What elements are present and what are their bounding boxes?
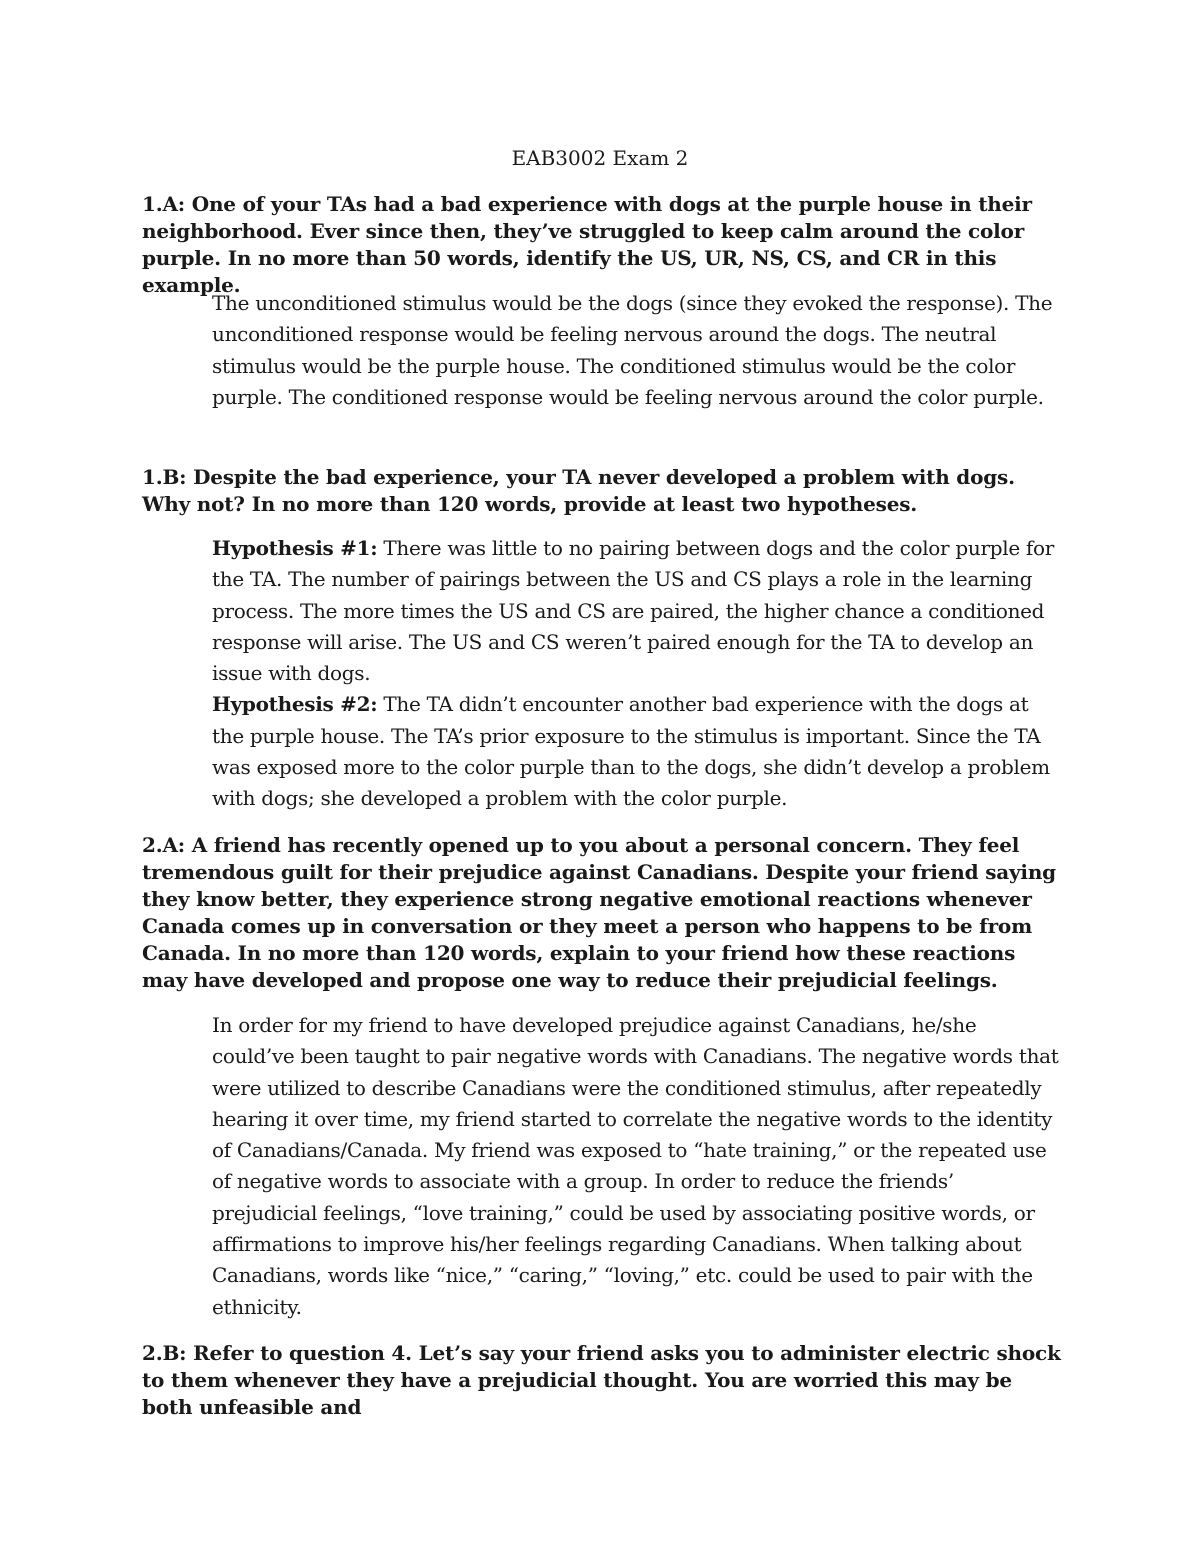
answer-2a-text: In order for my friend to have developed prejudice against Canadians, he/she could’ve been taught to pair negative words with Canadians. The negative words that were utilized to describe Canadians were the conditioned stimulus, after repeatedly hearing it over time, my friend started to correlate the negative words to the identity of Canadians/Canada. My friend was exposed to “hate training,” or the repeated use of negative words to associate with a group. In order to reduce the friends’ prejudicial feelings, “love training,” could be used by associating positive words, or affirmations to improve his/her feelings regarding Canadians. When talking about Canadians, words like “nice,” “caring,” “loving,” etc. could be used to pair with the ethnicity. <box>212 1013 1059 1319</box>
hypothesis-2-label: Hypothesis #2: <box>212 692 378 717</box>
answer-2a <box>212 1010 1062 1323</box>
question-1a: 1.A: One of your TAs had a bad experience with dogs at the purple house in their neighborhood. Ever since then, they’ve struggled to keep calm around the color purple. In no more than 50 words, identify the US, UR, NS, CS, and CR in this example. <box>142 192 1032 297</box>
hypothesis-1-text: There was little to no pairing between dogs and the color purple for the TA. The number of pairings between the US and CS plays a role in the learning process. The more times the US and CS are paired, the higher chance a conditioned response will arise. The US and CS weren’t paired enough for the TA to develop an issue with dogs. <box>212 536 1055 686</box>
answer-1b <box>212 533 1062 815</box>
question-2a: 2.A: A friend has recently opened up to you about a personal concern. They feel tremendous guilt for their prejudice against Canadians. Despite your friend saying they know better, they experience strong negative emotional reactions whenever Canada comes up in conversation or they meet a person who happens to be from Canada. In no more than 120 words, explain to your friend how these reactions may have developed and propose one way to reduce their prejudicial feelings. <box>142 833 1056 992</box>
question-2b: 2.B: Refer to question 4. Let’s say your friend asks you to administer electric shock to them whenever they have a prejudicial thought. You are worried this may be both unfeasible and <box>142 1341 1061 1419</box>
document-title: EAB3002 Exam 2 <box>511 146 689 170</box>
question-1b: 1.B: Despite the bad experience, your TA never developed a problem with dogs. Why not? In no more than 120 words, provide at least two hypotheses. <box>142 465 1015 516</box>
hypothesis-2 <box>212 689 1062 814</box>
hypothesis-1-label: Hypothesis #1: <box>212 536 378 560</box>
answer-1a <box>212 288 1062 413</box>
hypothesis-2-text: The TA didn’t encounter another bad experience with the dogs at the purple house. The TA’s prior exposure to the stimulus is important. Since the TA was exposed more to the color purple than to the dogs, she didn’t develop a problem with dogs; she developed a problem with the color purple. <box>212 692 1050 811</box>
answer-1a-text: The unconditioned stimulus would be the dogs (since they evoked the response). The unconditioned response would be feeling nervous around the dogs. The neutral stimulus would be the purple house. The conditioned stimulus would be the color purple. The conditioned response would be feeling nervous around the color purple. <box>212 291 1053 409</box>
hypothesis-1 <box>212 533 1062 689</box>
